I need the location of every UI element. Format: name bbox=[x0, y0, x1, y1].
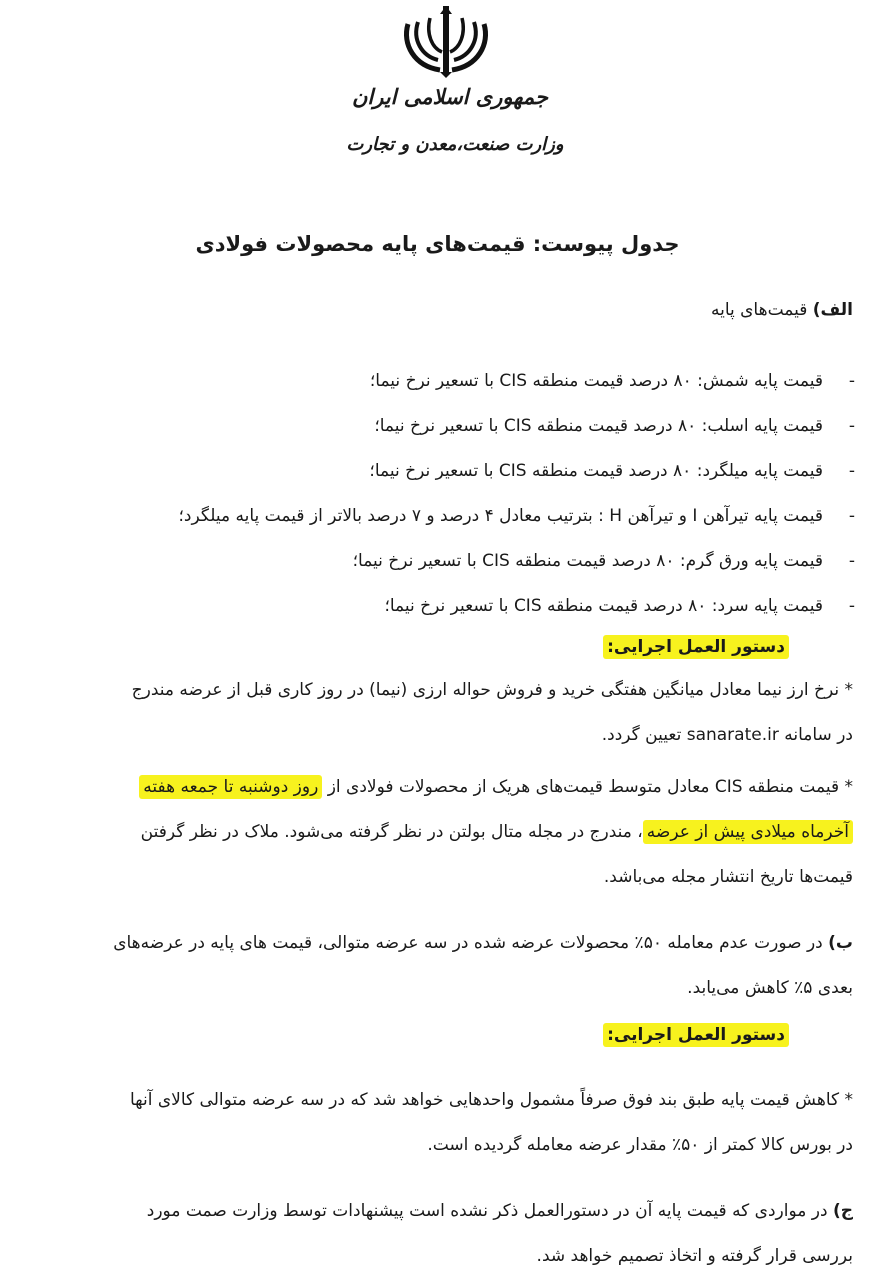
list-item-text: قیمت پایه شمش: ۸۰ درصد قیمت منطقه CIS با تسعیر نرخ نیما؛ bbox=[369, 371, 823, 391]
list-item: - قیمت پایه سرد: ۸۰ درصد قیمت منطقه CIS با تسعیر نرخ نیما؛ bbox=[384, 596, 855, 616]
section-c-label: ج) bbox=[832, 1201, 853, 1221]
highlighted-text: روز دوشنبه تا جمعه هفته bbox=[139, 775, 322, 799]
section-b-text: در صورت عدم معامله ۵۰٪ محصولات عرضه شده در سه عرضه متوالی، قیمت های پایه در عرضه‌های bbox=[113, 933, 823, 953]
note-price-reduction bbox=[14, 1078, 853, 1168]
iran-emblem-icon bbox=[400, 4, 492, 78]
instruction-heading-b bbox=[14, 1025, 789, 1045]
section-b-line bbox=[14, 921, 853, 966]
base-price-list bbox=[14, 366, 855, 636]
note-cis-price bbox=[14, 765, 853, 900]
section-c-line bbox=[14, 1189, 853, 1234]
section-b bbox=[14, 921, 853, 1011]
list-item-text: قیمت پایه تیرآهن I و تیرآهن H : بترتیب معادل ۴ درصد و ۷ درصد بالاتر از قیمت پایه میلگرد؛ bbox=[178, 506, 823, 526]
list-item: - قیمت پایه شمش: ۸۰ درصد قیمت منطقه CIS با تسعیر نرخ نیما؛ bbox=[369, 371, 855, 391]
note-line: در بورس کالا کمتر از ۵۰٪ مقدار عرضه معامله گردیده است. bbox=[427, 1135, 853, 1155]
note-line: * کاهش قیمت پایه طبق بند فوق صرفاً مشمول واحدهایی خواهد شد که در سه عرضه متوالی کالای آنها bbox=[129, 1090, 853, 1110]
section-a-heading bbox=[14, 300, 853, 320]
instruction-label: دستور العمل اجرایی: bbox=[603, 1023, 789, 1047]
section-b-line: بعدی ۵٪ کاهش می‌یابد. bbox=[687, 978, 853, 998]
header-ministry-name: وزارت صنعت،معدن و تجارت bbox=[346, 134, 564, 155]
instruction-heading-a bbox=[14, 637, 789, 657]
section-c-line: بررسی قرار گرفته و اتخاذ تصمیم خواهد شد. bbox=[536, 1246, 853, 1266]
section-a-label: الف) bbox=[812, 300, 853, 320]
section-c-text: در مواردی که قیمت پایه آن در دستورالعمل ذکر نشده است پیشنهادات توسط وزارت صمت مورد bbox=[146, 1201, 828, 1221]
list-item: - قیمت پایه ورق گرم: ۸۰ درصد قیمت منطقه CIS با تسعیر نرخ نیما؛ bbox=[352, 551, 855, 571]
list-item-text: قیمت پایه سرد: ۸۰ درصد قیمت منطقه CIS با تسعیر نرخ نیما؛ bbox=[384, 596, 823, 616]
page-title: جدول پیوست: قیمت‌های پایه محصولات فولادی bbox=[195, 232, 680, 256]
note-nima-rate bbox=[14, 668, 853, 758]
section-c bbox=[14, 1189, 853, 1279]
section-a-title: قیمت‌های پایه bbox=[710, 300, 808, 320]
note-line bbox=[14, 810, 853, 855]
list-item-text: قیمت پایه میلگرد: ۸۰ درصد قیمت منطقه CIS با تسعیر نرخ نیما؛ bbox=[369, 461, 823, 481]
note-line bbox=[14, 765, 853, 810]
note-text: * قیمت منطقه CIS معادل متوسط قیمت‌های هریک از محصولات فولادی از bbox=[322, 777, 853, 797]
list-item: - قیمت پایه میلگرد: ۸۰ درصد قیمت منطقه CIS با تسعیر نرخ نیما؛ bbox=[369, 461, 855, 481]
note-line: قیمت‌ها تاریخ انتشار مجله می‌باشد. bbox=[603, 867, 853, 887]
note-line: * نرخ ارز نیما معادل میانگین هفتگی خرید و فروش حواله ارزی (نیما) در روز کاری قبل از عرضه مندرج bbox=[131, 680, 853, 700]
list-item: - قیمت پایه اسلب: ۸۰ درصد قیمت منطقه CIS با تسعیر نرخ نیما؛ bbox=[374, 416, 855, 436]
list-item-text: قیمت پایه ورق گرم: ۸۰ درصد قیمت منطقه CIS با تسعیر نرخ نیما؛ bbox=[352, 551, 823, 571]
instruction-label: دستور العمل اجرایی: bbox=[603, 635, 789, 659]
note-text: ، مندرج در مجله متال بولتن در نظر گرفته می‌شود. ملاک در نظر گرفتن bbox=[140, 822, 643, 842]
list-item: - قیمت پایه تیرآهن I و تیرآهن H : بترتیب معادل ۴ درصد و ۷ درصد بالاتر از قیمت پایه میلگرد؛ bbox=[178, 506, 855, 526]
header-country-name: جمهوری اسلامی ایران bbox=[351, 84, 549, 109]
highlighted-text: آخرماه میلادی پیش از عرضه bbox=[643, 820, 853, 844]
list-item-text: قیمت پایه اسلب: ۸۰ درصد قیمت منطقه CIS با تسعیر نرخ نیما؛ bbox=[374, 416, 823, 436]
section-b-label: ب) bbox=[828, 933, 853, 953]
note-line: در سامانه sanarate.ir تعیین گردد. bbox=[601, 725, 853, 745]
